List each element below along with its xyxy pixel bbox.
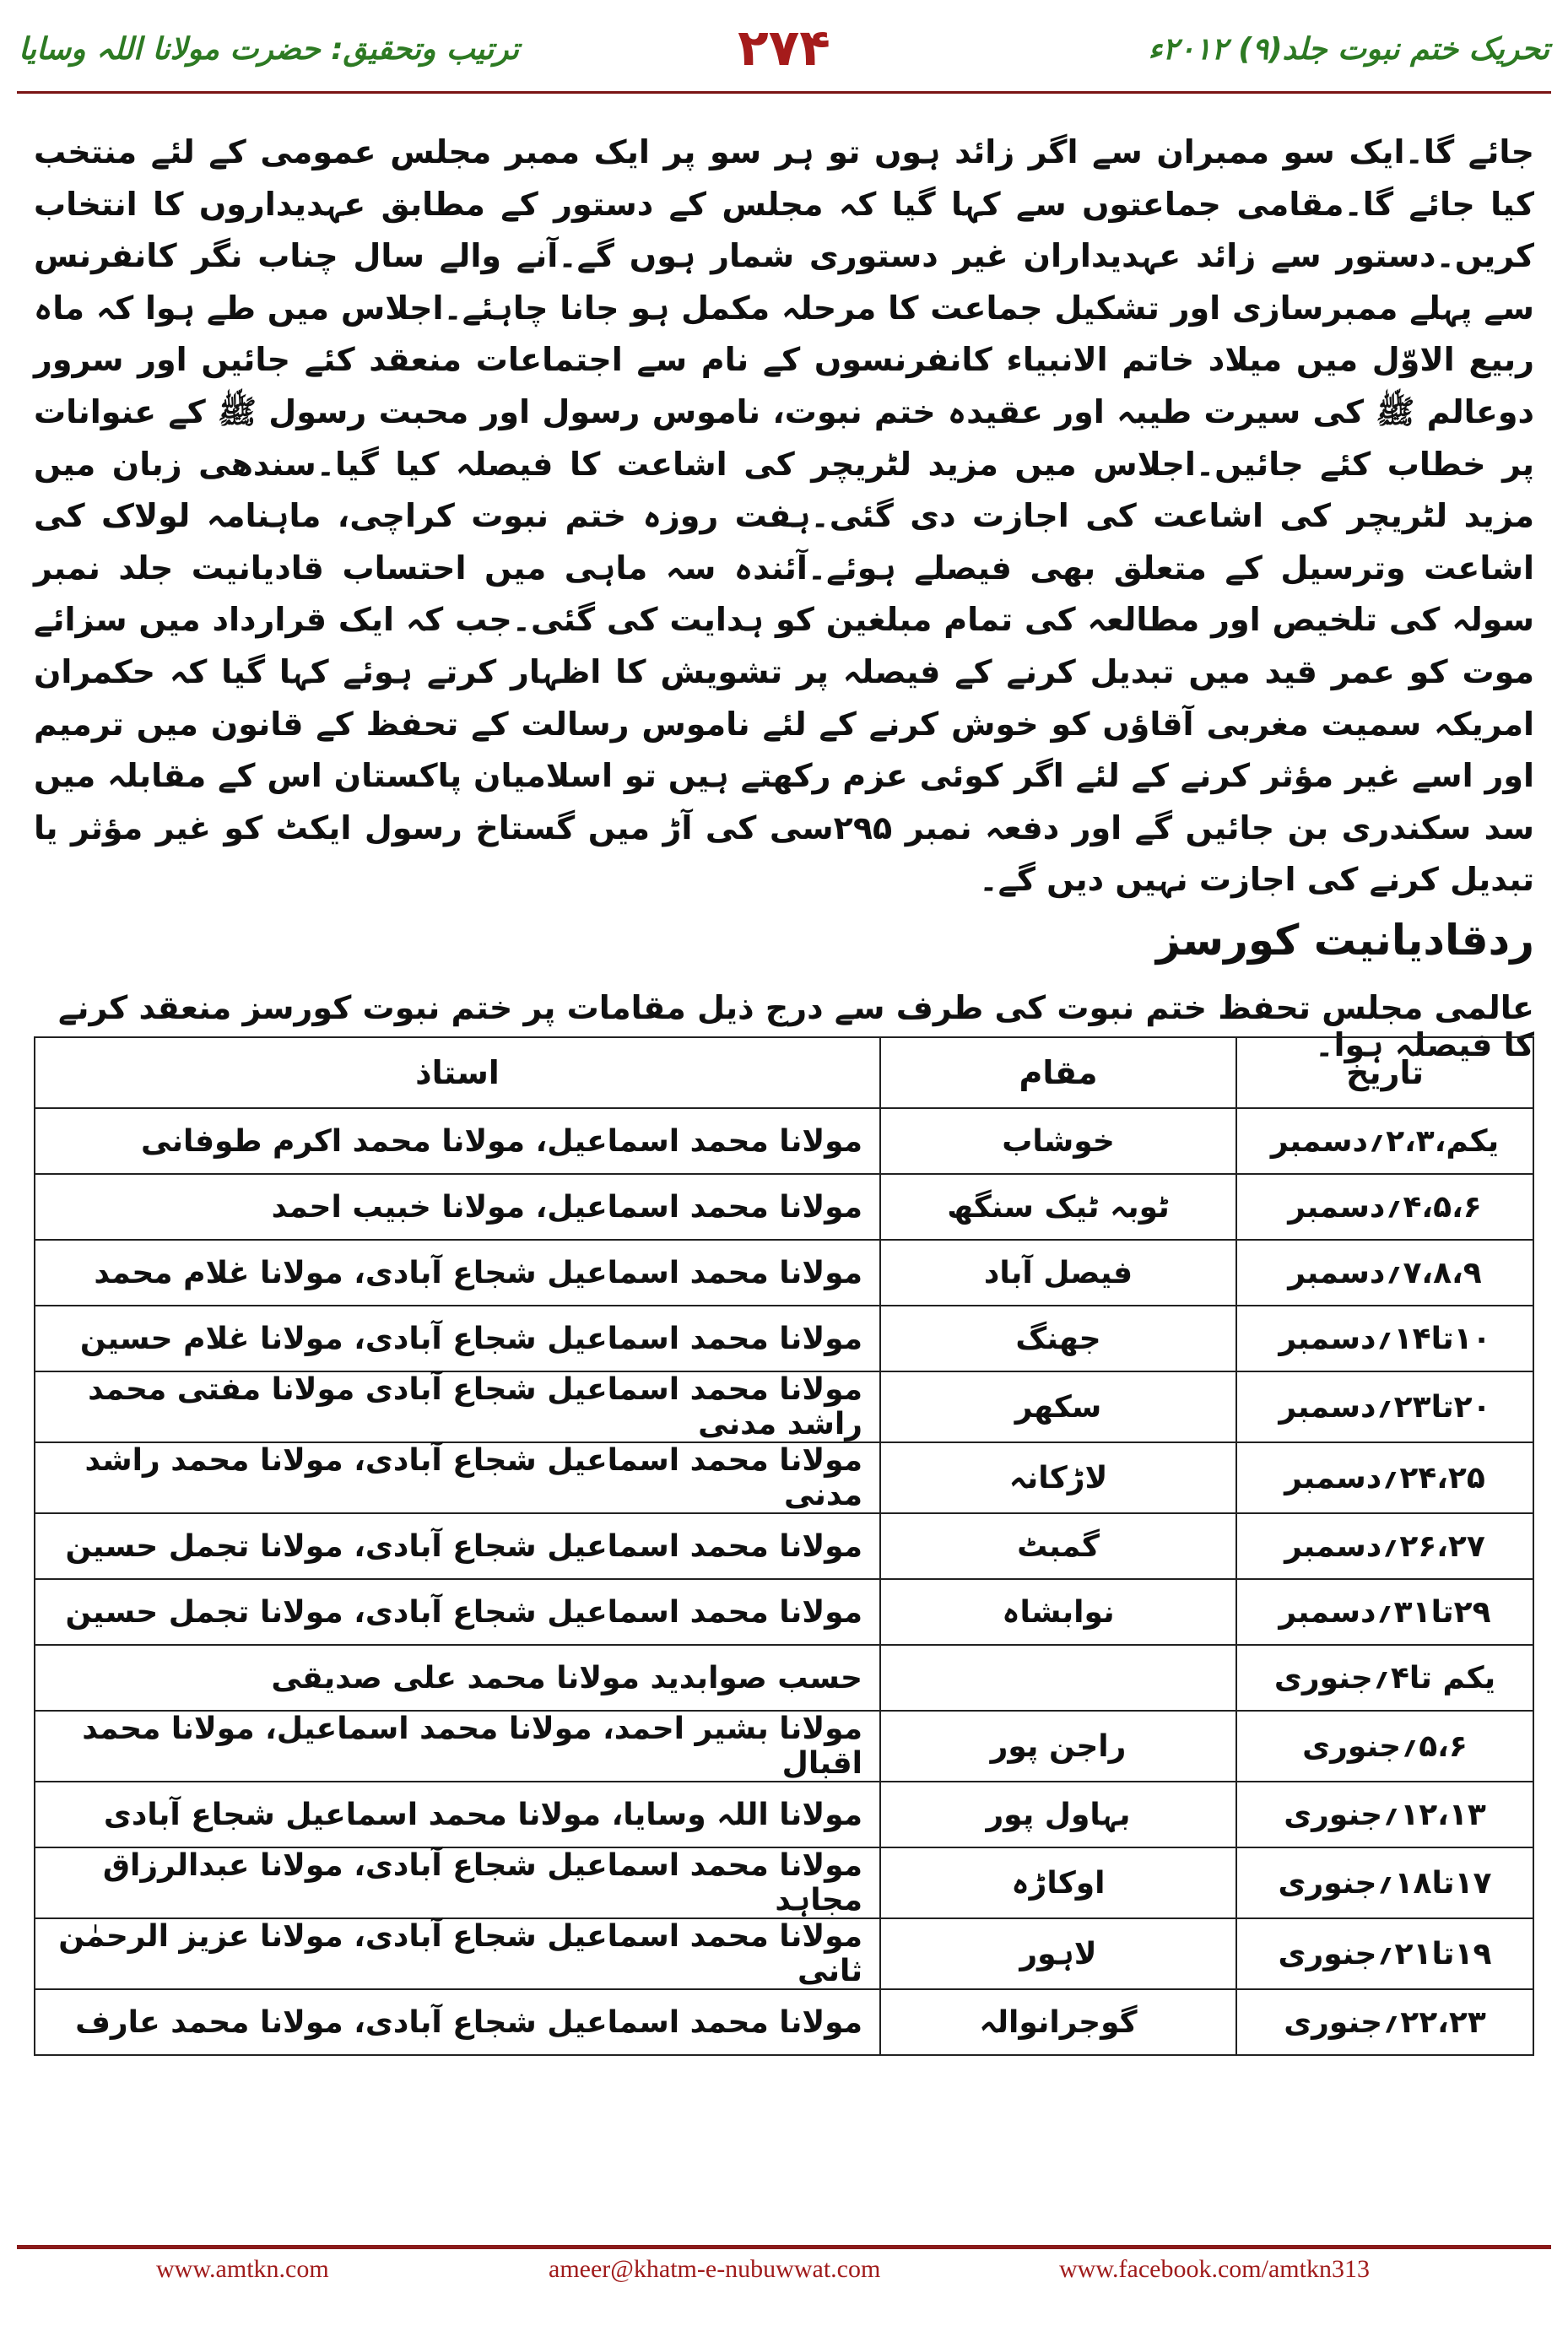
table-row xyxy=(35,1442,1533,1513)
header-teacher: استاذ xyxy=(35,1037,880,1108)
table-row xyxy=(35,1240,1533,1306)
cell-place: خوشاب xyxy=(880,1108,1236,1174)
table-row xyxy=(35,1306,1533,1371)
website-link[interactable]: www.amtkn.com xyxy=(156,2255,329,2283)
cell-place: اوکاڑہ xyxy=(880,1847,1236,1918)
cell-teacher: مولانا محمد اسماعیل شجاع آبادی، مولانا غلام محمد xyxy=(35,1240,880,1306)
cell-teacher: مولانا محمد اسماعیل، مولانا خبیب احمد xyxy=(35,1174,880,1240)
cell-teacher: مولانا محمد اسماعیل شجاع آبادی، مولانا غلام حسین xyxy=(35,1306,880,1371)
cell-date: یکم تا۴؍جنوری xyxy=(1236,1645,1533,1711)
cell-place: بہاول پور xyxy=(880,1782,1236,1847)
header-date: تاریخ xyxy=(1236,1037,1533,1108)
cell-teacher: مولانا محمد اسماعیل شجاع آبادی، مولانا عزیز الرحمٰن ثانی xyxy=(35,1918,880,1989)
cell-place: سکھر xyxy=(880,1371,1236,1442)
section-heading: ردقادیانیت کورسز xyxy=(1155,916,1534,965)
compiler-credit: ترتیب وتحقیق: حضرت مولانا اللہ وسایا xyxy=(19,32,520,67)
cell-place: لاڑکانہ xyxy=(880,1442,1236,1513)
cell-teacher: مولانا محمد اسماعیل شجاع آبادی، مولانا محمد راشد مدنی xyxy=(35,1442,880,1513)
cell-teacher: مولانا محمد اسماعیل شجاع آبادی، مولانا تجمل حسین xyxy=(35,1579,880,1645)
course-schedule-table xyxy=(34,1036,1534,2056)
footer-divider xyxy=(17,2245,1551,2249)
cell-date: ۵،۶؍جنوری xyxy=(1236,1711,1533,1782)
facebook-link[interactable]: www.facebook.com/amtkn313 xyxy=(1059,2255,1370,2283)
table-row xyxy=(35,1782,1533,1847)
email-link[interactable]: ameer@khatm-e-nubuwwat.com xyxy=(549,2255,881,2283)
cell-teacher: حسب صوابدید مولانا محمد علی صدیقی xyxy=(35,1645,880,1711)
cell-date: ۷،۸،۹؍دسمبر xyxy=(1236,1240,1533,1306)
cell-place: لاہور xyxy=(880,1918,1236,1989)
cell-place: گمبٹ xyxy=(880,1513,1236,1579)
table-row xyxy=(35,1579,1533,1645)
header-divider xyxy=(17,91,1551,94)
cell-place: فیصل آباد xyxy=(880,1240,1236,1306)
body-paragraph: جائے گا۔ایک سو ممبران سے اگر زائد ہوں تو ہر سو پر ایک ممبر مجلس عمومی کے لئے منتخب کیا جائے گا۔مقامی جماعتوں سے کہا گیا کہ مجلس کے دستور کے مطابق عہدیداروں کا انتخاب کریں۔دستور سے زائد عہدیداران غیر دستوری شمار ہوں گے۔آنے والے سال چناب نگر کانفرنس سے پہلے ممبرسازی اور تشکیل جماعت کا مرحلہ مکمل ہو جانا چاہئے۔اجلاس میں طے ہوا کہ ماہ ربیع الاوّل میں میلاد خاتم الانبیاء کانفرنسوں کے نام سے اجتماعات منعقد کئے جائیں اور سرور دوعالم ﷺ کی سیرت طیبہ اور عقیدہ ختم نبوت، ناموس رسول اور محبت رسول ﷺ کے عنوانات پر خطاب کئے جائیں۔اجلاس میں مزید لٹریچر کی اشاعت کا فیصلہ کیا گیا۔سندھی زبان میں مزید لٹریچر کی اشاعت کی اجازت دی گئی۔ہفت روزہ ختم نبوت کراچی، ماہنامہ لولاک کی اشاعت وترسیل کے متعلق بھی فیصلے ہوئے۔آئندہ سہ ماہی میں احتساب قادیانیت جلد نمبر سولہ کی تلخیص اور مطالعہ کی تمام مبلغین کو ہدایت کی گئی۔جب کہ ایک قرارداد میں سزائے موت کو عمر قید میں تبدیل کرنے کے فیصلہ پر تشویش کا اظہار کرتے ہوئے کہا گیا کہ حکمران امریکہ سمیت مغربی آقاؤں کو خوش کرنے کے لئے ناموس رسالت کے تحفظ کے قانون میں ترمیم اور اسے غیر مؤثر کرنے کے لئے اگر کوئی عزم رکھتے ہیں تو اسلامیان پاکستان اس کے مقابلہ میں سد سکندری بن جائیں گے اور دفعہ نمبر ۲۹۵سی کی آڑ میں گستاخ رسول ایکٹ کو غیر مؤثر یا تبدیل کرنے کی اجازت نہیں دیں گے۔ xyxy=(34,133,1534,899)
table-row xyxy=(35,1645,1533,1711)
cell-date: ۴،۵،۶؍دسمبر xyxy=(1236,1174,1533,1240)
cell-teacher: مولانا بشیر احمد، مولانا محمد اسماعیل، مولانا محمد اقبال xyxy=(35,1711,880,1782)
cell-place: نوابشاہ xyxy=(880,1579,1236,1645)
table-row xyxy=(35,1711,1533,1782)
table-row xyxy=(35,1371,1533,1442)
cell-date: یکم،۲،۳؍دسمبر xyxy=(1236,1108,1533,1174)
page-footer xyxy=(0,2253,1568,2289)
cell-teacher: مولانا محمد اسماعیل، مولانا محمد اکرم طوفانی xyxy=(35,1108,880,1174)
header-place: مقام xyxy=(880,1037,1236,1108)
cell-date: ۲۶،۲۷؍دسمبر xyxy=(1236,1513,1533,1579)
table-row xyxy=(35,1174,1533,1240)
cell-teacher: مولانا محمد اسماعیل شجاع آبادی، مولانا عبدالرزاق مجاہد xyxy=(35,1847,880,1918)
page-number: ۲۷۴ xyxy=(738,19,830,78)
section-intro: عالمی مجلس تحفظ ختم نبوت کی طرف سے درج ذیل مقامات پر ختم نبوت کورسز منعقد کرنے کا فیصلہ ہوا۔ xyxy=(57,989,1534,1063)
cell-place: گوجرانوالہ xyxy=(880,1989,1236,2055)
cell-date: ۱۲،۱۳؍جنوری xyxy=(1236,1782,1533,1847)
cell-teacher: مولانا محمد اسماعیل شجاع آبادی، مولانا تجمل حسین xyxy=(35,1513,880,1579)
cell-place: جھنگ xyxy=(880,1306,1236,1371)
table-row xyxy=(35,1989,1533,2055)
cell-date: ۲۴،۲۵؍دسمبر xyxy=(1236,1442,1533,1513)
cell-teacher: مولانا محمد اسماعیل شجاع آبادی مولانا مفتی محمد راشد مدنی xyxy=(35,1371,880,1442)
cell-teacher: مولانا اللہ وسایا، مولانا محمد اسماعیل شجاع آبادی xyxy=(35,1782,880,1847)
book-title: تحریک ختم نبوت جلد(۹) ۲۰۱۲ء xyxy=(1148,32,1549,67)
cell-date: ۱۰تا۱۴؍دسمبر xyxy=(1236,1306,1533,1371)
table-header-row xyxy=(35,1037,1533,1108)
table-row xyxy=(35,1918,1533,1989)
cell-date: ۲۲،۲۳؍جنوری xyxy=(1236,1989,1533,2055)
cell-date: ۲۰تا۲۳؍دسمبر xyxy=(1236,1371,1533,1442)
cell-date: ۱۷تا۱۸؍جنوری xyxy=(1236,1847,1533,1918)
cell-place: راجن پور xyxy=(880,1711,1236,1782)
cell-date: ۲۹تا۳۱؍دسمبر xyxy=(1236,1579,1533,1645)
cell-teacher: مولانا محمد اسماعیل شجاع آبادی، مولانا محمد عارف xyxy=(35,1989,880,2055)
table-row xyxy=(35,1513,1533,1579)
table-row xyxy=(35,1108,1533,1174)
cell-place: ٹوبہ ٹیک سنگھ xyxy=(880,1174,1236,1240)
cell-date: ۱۹تا۲۱؍جنوری xyxy=(1236,1918,1533,1989)
page-header xyxy=(0,0,1568,93)
cell-place xyxy=(880,1645,1236,1711)
table-row xyxy=(35,1847,1533,1918)
